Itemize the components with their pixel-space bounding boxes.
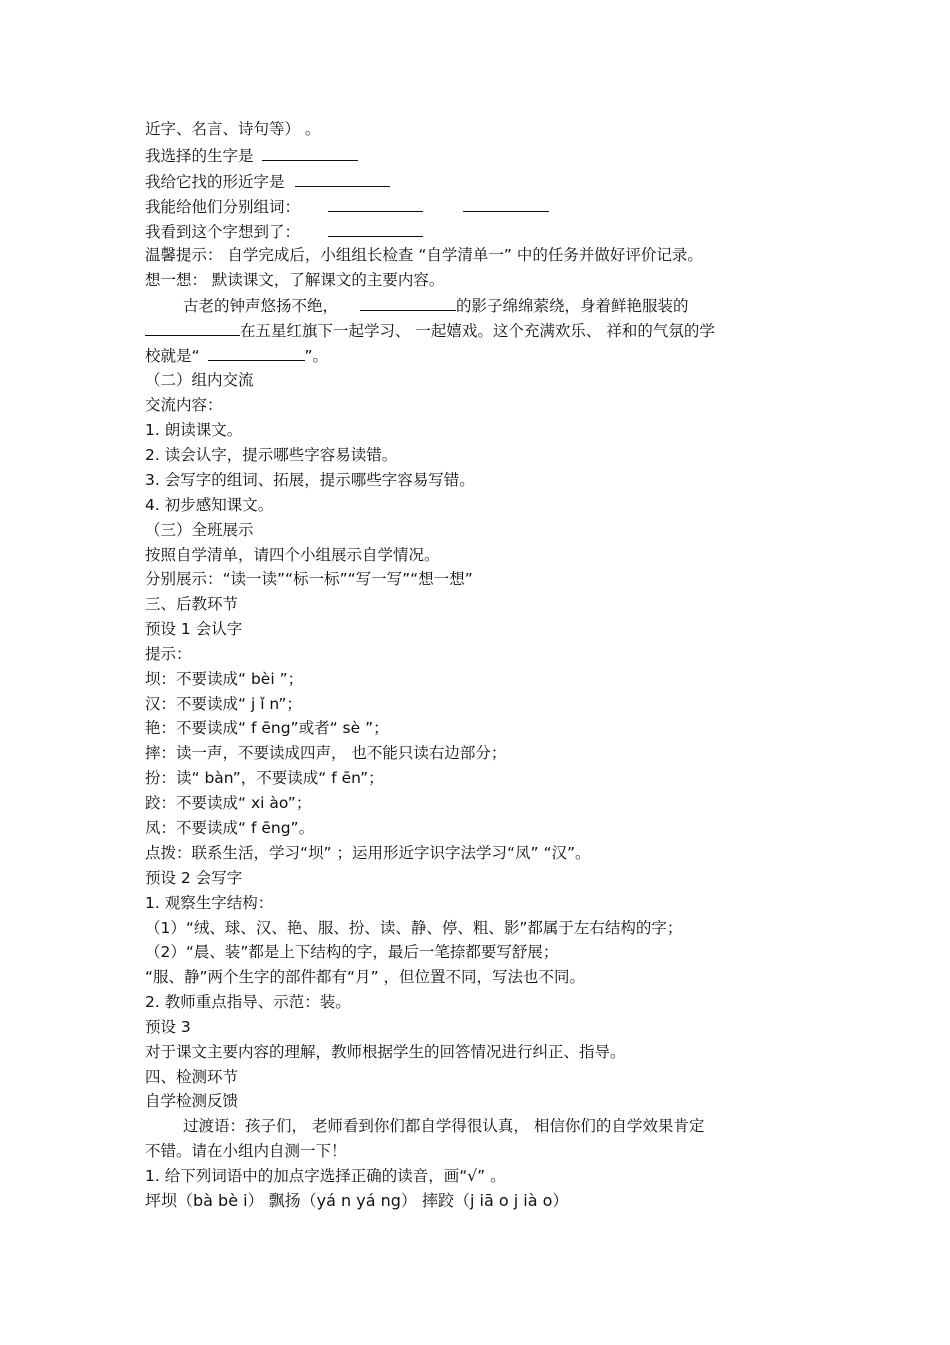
prompt-label: 我选择的生字是 (145, 147, 254, 165)
text-line: 点拨：联系生活，学习“坝” ；运用形近字识字法学习“凤” “汉”。 (145, 844, 591, 862)
pronunciation-tip: 扮：读“ bàn”，不要读成“ f ēn”； (145, 769, 384, 787)
text-line: “服、静”两个生字的部件都有“月” ，但位置不同，写法也不同。 (145, 968, 586, 986)
pronunciation-tip: 汉：不要读成“ j ǐ n”； (145, 695, 302, 713)
passage-text: ”。 (304, 347, 329, 365)
prompt-label: 我给它找的形近字是 (145, 173, 285, 191)
passage-text: 古老的钟声悠扬不绝， (183, 297, 339, 315)
list-item: 2. 教师重点指导、示范：装。 (145, 993, 351, 1011)
passage-text: 校就是“ (145, 347, 200, 365)
pronunciation-tip: 坝：不要读成“ bèi ”； (145, 670, 304, 688)
answer-blank (328, 196, 423, 212)
list-item: 4. 初步感知课文。 (145, 496, 274, 514)
list-item: 1. 给下列词语中的加点字选择正确的读音，画“√” 。 (145, 1167, 506, 1185)
fill-line-chosen-character (145, 145, 358, 166)
subheading: 自学检测反馈 (145, 1092, 239, 1110)
answer-blank (360, 295, 456, 311)
section-heading: （三）全班展示 (145, 521, 254, 539)
list-item: 3. 会写字的组词、拓展，提示哪些字容易写错。 (145, 471, 475, 489)
fill-line-similar-character (145, 171, 390, 192)
text-line: 按照自学清单，请四个小组展示自学情况。 (145, 546, 440, 564)
section-heading: （二）组内交流 (145, 371, 254, 389)
fill-line-passage (145, 320, 715, 341)
pronunciation-tip: 凤：不要读成“ f ēng”。 (145, 819, 315, 837)
text-line: （1）“绒、球、汉、艳、服、扮、读、静、停、粗、影”都属于左右结构的字； (145, 919, 683, 937)
section-heading: 四、检测环节 (145, 1068, 239, 1086)
text-line: 对于课文主要内容的理解，教师根据学生的回答情况进行纠正、指导。 (145, 1043, 626, 1061)
text-line: 交流内容： (145, 396, 223, 414)
exercise-line: 坪坝（bà bè i） 飘扬（yá n yá ng） 摔跤（j iā o j ià o） (145, 1191, 569, 1210)
answer-blank (145, 320, 240, 336)
text-line: 不错。请在小组内自测一下！ (145, 1142, 347, 1160)
prompt-label: 我能给他们分别组词： (145, 198, 301, 216)
answer-blank (328, 221, 423, 237)
fill-line-passage (145, 345, 328, 366)
answer-blank (463, 196, 549, 212)
fill-line-association (145, 221, 423, 242)
pronunciation-tip: 艳：不要读成“ f ēng”或者“ sè ”； (145, 719, 389, 737)
text-line: （2）“晨、装”都是上下结构的字，最后一笔捺都要写舒展； (145, 943, 559, 961)
text-line: 温馨提示： 自学完成后，小组组长检查 “自学清单一” 中的任务并做好评价记录。 (145, 246, 703, 264)
prompt-label: 我看到这个字想到了： (145, 223, 301, 241)
pronunciation-tip: 跤：不要读成“ xi ào”； (145, 794, 312, 812)
text-line: 提示： (145, 645, 192, 663)
text-line: 分别展示：“读一读”“标一标”“写一写”“想一想” (145, 570, 473, 588)
passage-text: 在五星红旗下一起学习、 一起嬉戏。这个充满欢乐、 祥和的气氛的学 (240, 322, 715, 340)
answer-blank (262, 145, 358, 161)
list-item: 2. 读会认字，提示哪些字容易读错。 (145, 446, 398, 464)
passage-text: 的影子绵绵萦绕，身着鲜艳服装的 (456, 297, 689, 315)
pronunciation-tip: 摔：读一声，不要读成四声， 也不能只读右边部分； (145, 744, 507, 762)
subheading: 预设 3 (145, 1018, 191, 1036)
subheading: 预设 1 会认字 (145, 620, 243, 638)
text-line: 过渡语：孩子们， 老师看到你们都自学得很认真， 相信你们的自学效果肯定 (183, 1117, 705, 1135)
list-item: 1. 朗读课文。 (145, 421, 243, 439)
fill-line-word-group (145, 196, 549, 217)
fill-line-passage (183, 295, 689, 316)
list-item: 1. 观察生字结构： (145, 894, 274, 912)
answer-blank (295, 171, 390, 187)
section-heading: 三、后教环节 (145, 595, 239, 613)
text-line: 想一想： 默读课文，了解课文的主要内容。 (145, 271, 445, 289)
answer-blank (208, 345, 305, 361)
subheading: 预设 2 会写字 (145, 869, 243, 887)
text-line: 近字、名言、诗句等） 。 (145, 120, 321, 138)
